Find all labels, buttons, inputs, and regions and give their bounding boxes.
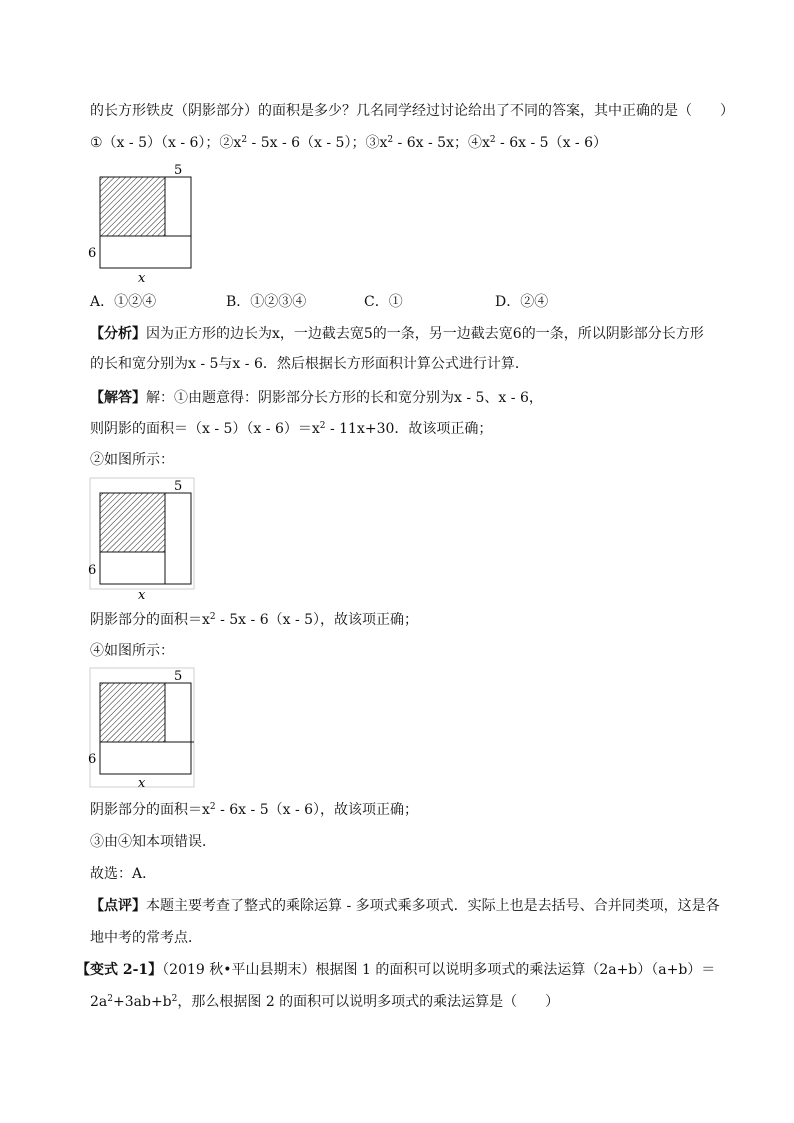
answer-choice-text: ①（x - 5）（x - 6）；②x bbox=[90, 135, 242, 151]
answer-tag: 【解答】 bbox=[90, 390, 146, 406]
analysis-line-2: 的长和宽分别为x - 5与x - 6．然后根据长方形面积计算公式进行计算． bbox=[90, 356, 529, 372]
label-bottom: x bbox=[138, 271, 146, 285]
answer-choice-text: - 5x - 6（x - 5）；③x bbox=[247, 135, 388, 151]
answer-text: 解：①由题意得：阴影部分长方形的长和宽分别为x - 5、x - 6， bbox=[146, 390, 543, 406]
shaded-rectangle bbox=[100, 683, 165, 742]
question-line-1: 的长方形铁皮（阴影部分）的面积是多少？几名同学经过讨论给出了不同的答案，其中正确的是（ ） bbox=[90, 103, 734, 119]
figure-original bbox=[86, 160, 206, 285]
variant-text: （2019 秋•平山县期末）根据图 1 的面积可以说明多项式的乘法运算（2a+b）（a+b）＝ bbox=[162, 962, 716, 978]
exponent: 2 bbox=[209, 612, 216, 622]
comment-line-2: 地中考的常考点． bbox=[90, 930, 202, 946]
case-2-area bbox=[90, 610, 730, 630]
answer-text: - 11x+30．故该项正确； bbox=[325, 421, 493, 437]
answer-text: - 5x - 6（x - 5），故该项正确； bbox=[215, 612, 419, 628]
comment-text: 本题主要考查了整式的乘除运算 - 多项式乘多项式．实际上也是去括号、合并同类项，这是各 bbox=[146, 898, 720, 914]
shaded-rectangle bbox=[100, 177, 165, 236]
exponent: 2 bbox=[319, 421, 326, 431]
label-left: 6 bbox=[88, 752, 97, 767]
figure-case-4 bbox=[86, 666, 206, 792]
question-line-2 bbox=[90, 133, 730, 153]
case-2-heading: ②如图所示： bbox=[90, 452, 174, 468]
label-left: 6 bbox=[88, 246, 97, 261]
answer-line-2 bbox=[90, 419, 730, 439]
analysis-line-1 bbox=[90, 324, 730, 344]
exponent: 2 bbox=[489, 135, 496, 145]
answer-text: 阴影部分的面积＝x bbox=[90, 612, 210, 628]
label-top: 5 bbox=[174, 479, 183, 494]
answer-line-1 bbox=[90, 388, 730, 408]
exponent: 2 bbox=[241, 135, 248, 145]
answer-choice-text: - 6x - 5（x - 6） bbox=[495, 135, 608, 151]
case-4-heading: ④如图所示： bbox=[90, 643, 174, 659]
variant-line-1 bbox=[76, 960, 730, 980]
exponent: 2 bbox=[209, 802, 216, 812]
case-4-area bbox=[90, 800, 730, 820]
variant-text: ，那么根据图 2 的面积可以说明多项式的乘法运算是（ ） bbox=[177, 994, 560, 1010]
option-d: D．②④ bbox=[495, 294, 549, 310]
option-b: B．①②③④ bbox=[226, 294, 307, 310]
variant-text: 2a bbox=[90, 994, 108, 1010]
answer-text: 阴影部分的面积＝x bbox=[90, 802, 210, 818]
option-c: C．① bbox=[364, 294, 403, 310]
answer-text: 则阴影的面积＝（x - 5）（x - 6）＝x bbox=[90, 421, 320, 437]
comment-line-1 bbox=[90, 896, 730, 916]
exponent: 2 bbox=[107, 994, 113, 1004]
analysis-tag: 【分析】 bbox=[90, 326, 146, 342]
label-bottom: x bbox=[138, 776, 146, 791]
case-3-conclusion: ③由④知本项错误． bbox=[90, 834, 216, 850]
label-left: 6 bbox=[88, 563, 97, 578]
variant-line-2 bbox=[90, 992, 730, 1012]
variant-text: +3ab+b bbox=[113, 994, 172, 1010]
figure-case-2 bbox=[86, 476, 206, 602]
option-a: A．①②④ bbox=[90, 294, 157, 310]
shaded-rectangle bbox=[100, 493, 165, 552]
analysis-text: 因为正方形的边长为x，一边截去宽5的一条，另一边截去宽6的一条，所以阴影部分长方形 bbox=[146, 326, 704, 342]
exponent: 2 bbox=[171, 994, 178, 1004]
comment-tag: 【点评】 bbox=[90, 898, 146, 914]
label-top: 5 bbox=[174, 163, 183, 178]
variant-tag: 【变式 2-1】 bbox=[76, 962, 163, 978]
answer-choice-text: - 6x - 5x；④x bbox=[393, 135, 490, 151]
label-top: 5 bbox=[174, 669, 183, 684]
label-bottom: x bbox=[138, 588, 146, 602]
exponent: 2 bbox=[387, 135, 394, 145]
answer-text: - 6x - 5（x - 6），故该项正确； bbox=[215, 802, 419, 818]
final-choice: 故选：A． bbox=[90, 866, 157, 882]
